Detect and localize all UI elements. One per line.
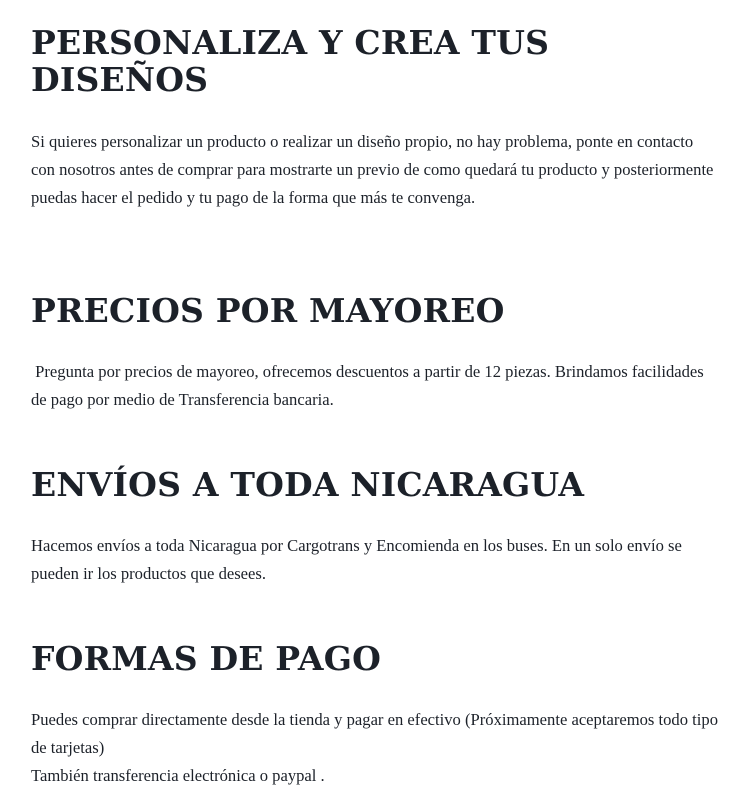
section-title-personaliza: PERSONALIZA Y CREA TUS DISEÑOS [31,23,550,99]
section-title-envios: ENVÍOS A TODA NICARAGUA [31,465,585,504]
section-text-envios: Hacemos envíos a toda Nicaragua por Cargotrans y Encomienda en los buses. En un solo envío se pueden ir los productos que desees. [31,536,682,583]
section-title-precios-mayoreo: PRECIOS POR MAYOREO [31,291,505,330]
payment-text-line: También transferencia electrónica o paypal . [31,766,325,785]
section-title-formas-de-pago: FORMAS DE PAGO [31,639,382,678]
section-text-precios-mayoreo: Pregunta por precios de mayoreo, ofrecemos descuentos a partir de 12 piezas. Brindamos facilidades de pago por medio de Transferencia bancaria. [31,362,708,409]
section-text-personaliza: Si quieres personalizar un producto o realizar un diseño propio, no hay problema, ponte en contacto con nosotros antes de comprar para mostrarte un previo de como quedará tu producto y posteriormente puedas hacer el pedido y tu pago de la forma que más te convenga. [31,132,714,207]
payment-text-line: Puedes comprar directamente desde la tienda y pagar en efectivo (Próximamente aceptaremos todo tipo de tarjetas) [31,710,718,757]
section-text-formas-de-pago [31,706,721,790]
